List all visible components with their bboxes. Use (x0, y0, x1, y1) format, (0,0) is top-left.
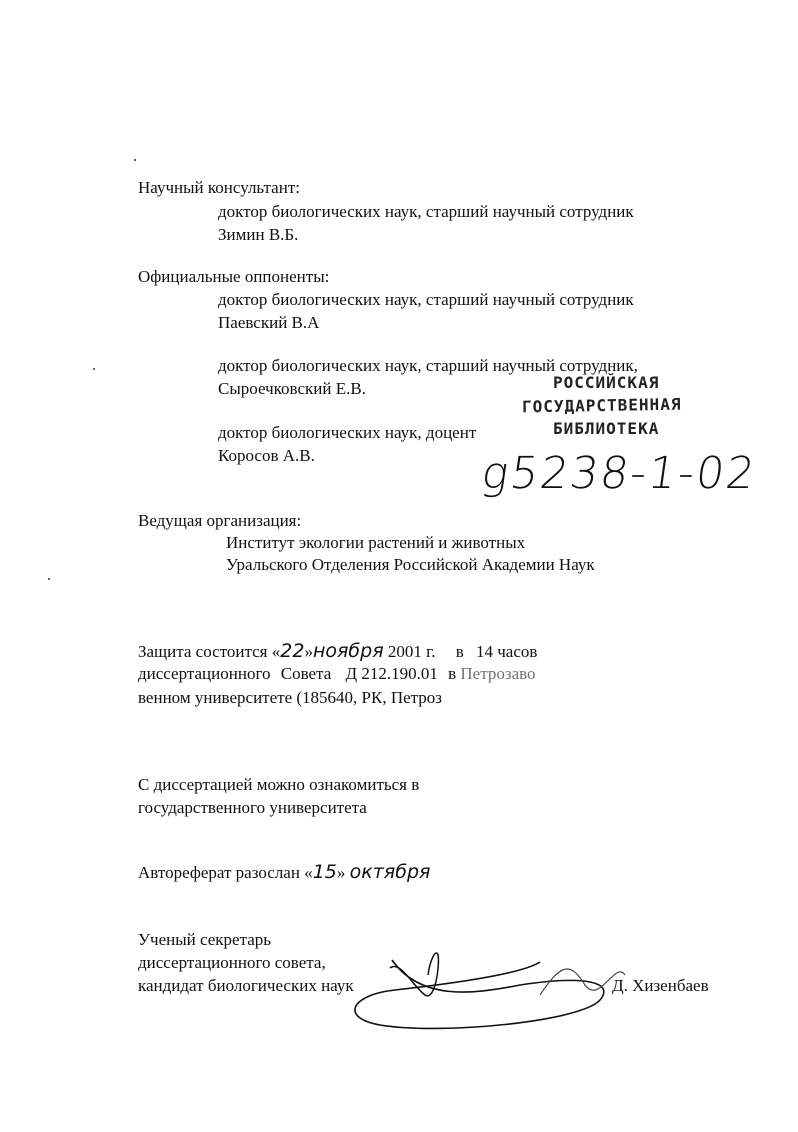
secretary-line1: Ученый секретарь (138, 930, 272, 949)
speck (134, 159, 136, 161)
lead-org-line2: Уральского Отделения Российской Академии Наук (226, 555, 595, 574)
defense-month: ноября (312, 640, 384, 662)
defense-year: 2001 г. (387, 642, 436, 661)
defense-at: в (455, 642, 464, 661)
library-stamp-line2: ГОСУДАРСТВЕННАЯ (521, 394, 682, 417)
opponents-heading: Официальные оппоненты: (138, 267, 330, 286)
sent-label: Автореферат разослан « (138, 863, 313, 882)
signature-stroke (390, 953, 438, 996)
defense-day: 22 (280, 640, 305, 662)
lead-org-line1: Институт экологии растений и животных (226, 533, 526, 552)
speck (93, 368, 95, 370)
opponent-2-name: Сыроечковский Е.В. (218, 379, 366, 398)
defense-city: Петрозаво (460, 664, 536, 683)
sent-line (138, 862, 430, 883)
sent-day: 15 (312, 861, 337, 883)
speck (48, 578, 50, 580)
catalog-number: g5238-1-02 (478, 448, 760, 499)
defense-council-word: диссертационного (138, 664, 271, 683)
library-stamp-line1: РОССИЙСКАЯ (553, 373, 660, 392)
secretary-line2: диссертационного совета, (138, 953, 326, 972)
signature-loop (355, 960, 604, 1028)
library-stamp-line3: БИБЛИОТЕКА (553, 419, 660, 438)
consultant-heading: Научный консультант: (138, 178, 300, 197)
defense-line3: венном университете (185640, РК, Петроз (138, 688, 442, 707)
library-line1: С диссертацией можно ознакомиться в (138, 775, 420, 794)
lead-org-heading: Ведущая организация: (138, 511, 302, 530)
opponent-3-name: Коросов А.В. (218, 446, 315, 465)
library-line2: государственного университета (138, 798, 367, 817)
defense-lead: Защита состоится « (138, 642, 281, 661)
opponent-3-title: доктор биологических наук, доцент (218, 423, 477, 442)
defense-sovet: Совета (280, 664, 332, 683)
opponent-2-title: доктор биологических наук, старший научный сотрудник, (218, 356, 638, 375)
opponent-1-name: Паевский В.А (218, 313, 320, 332)
consultant-title: доктор биологических наук, старший научный сотрудник (218, 202, 634, 221)
consultant-name: Зимин В.Б. (218, 225, 299, 244)
defense-quote: » (304, 642, 313, 661)
defense-time: 14 часов (475, 642, 538, 661)
defense-in: в (448, 664, 457, 683)
opponent-1-title: доктор биологических наук, старший научный сотрудник (218, 290, 634, 309)
defense-line1 (138, 641, 537, 662)
defense-line2 (138, 664, 536, 684)
sent-quote: » (336, 863, 346, 882)
secretary-name: Д. Хизенбаев (612, 976, 709, 995)
secretary-line3: кандидат биологических наук (138, 976, 354, 995)
defense-council-code: Д 212.190.01 (345, 664, 438, 683)
sent-month: октября (349, 861, 431, 883)
